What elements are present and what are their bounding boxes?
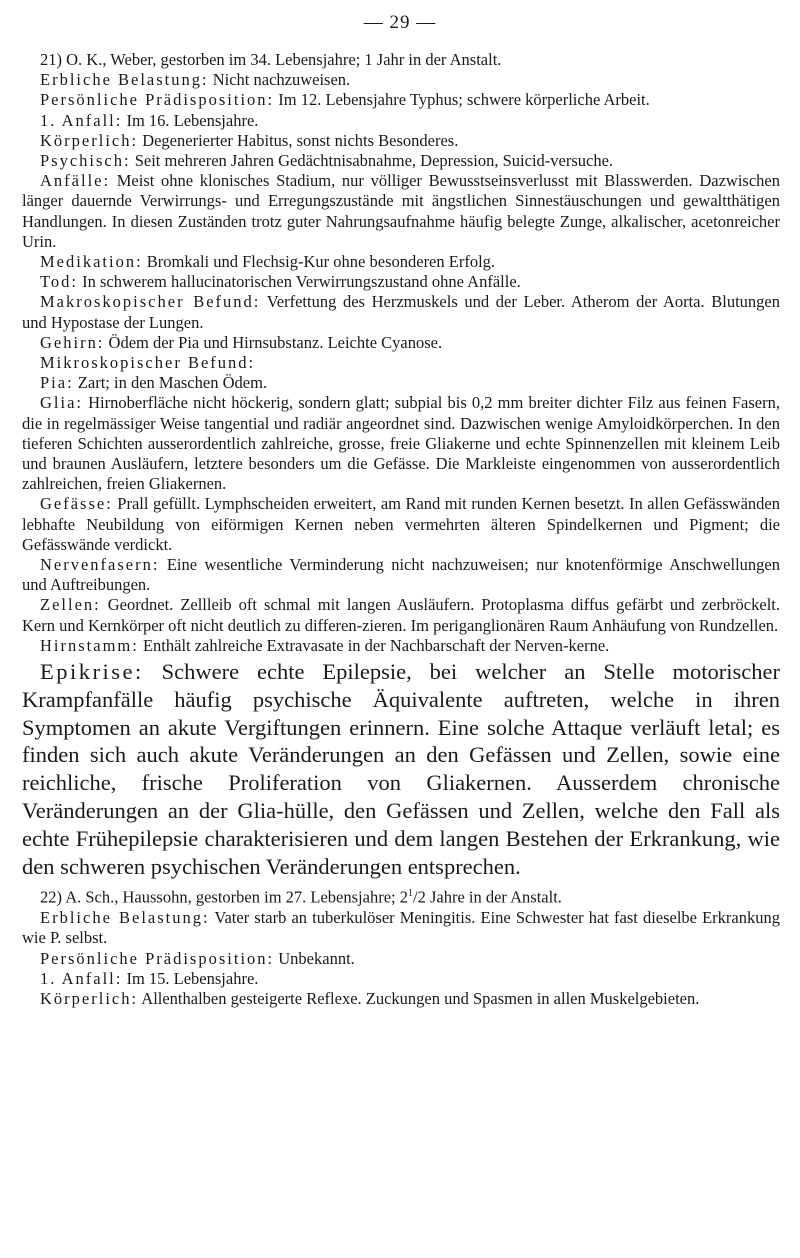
section-label: Glia: — [40, 393, 83, 413]
case-21-medikation — [22, 252, 780, 272]
case-21-koerperlich — [22, 131, 780, 151]
section-label: Persönliche Prädisposition: — [40, 948, 275, 968]
case-21-tod — [22, 272, 780, 292]
case-22-persoenliche-praedisposition — [22, 949, 780, 969]
case-21-gehirn — [22, 333, 780, 353]
section-label: Tod: — [40, 272, 79, 292]
header-text-end: Jahre in der Anstalt. — [425, 887, 562, 907]
page-number: — 29 — — [363, 12, 437, 33]
section-text: Im 15. Lebensjahre. — [122, 968, 259, 988]
section-text: Ödem der Pia und Hirnsubstanz. Leichte Cyanose. — [104, 332, 443, 352]
epikrise-text: Schwere echte Epilepsie, bei welcher an Stelle motorischer Krampfanfälle häufig psychische Äquivalente auftreten, welche in ihren Symptomen an akute Vergiftungen erinnern. Eine solche Attaque verläuft letal; es finden sich auch akute Veränderungen an den Gefässen und Zellen, sowie eine reichliche, frische Proliferation von Gliakernen. Ausserdem chronische Veränderungen an der Glia-hülle, den Gefässen und Zellen, welche den Fall als echte Frühepilepsie charakterisieren und dem langen Bestehen der Erkrankung, wie den schweren psychischen Veränderungen entsprechen. — [22, 659, 780, 879]
section-label: Gehirn: — [40, 332, 105, 352]
section-text: Meist ohne klonisches Stadium, nur völliger Bewusstseinsverlusst mit Blasswerden. Dazwischen länger dauernde Verwirrungs- und Erregungszustände mit ängstlichen Sinnestäuschungen und gewaltthätigen Handlungen. In diesen Zuständen trotz guter Nahrungsaufnahme häufig belegte Zunge, alkalischer, acetonreicher Urin. — [22, 171, 780, 251]
section-text: Zart; in den Maschen Ödem. — [73, 373, 268, 393]
section-text: Unbekannt. — [274, 948, 355, 968]
case-21-glia — [22, 393, 780, 494]
section-text: Eine wesentliche Verminderung nicht nachzuweisen; nur knotenförmige Anschwellungen und Auftreibungen. — [22, 555, 780, 595]
section-text: Degenerierter Habitus, sonst nichts Besonderes. — [138, 130, 459, 150]
section-label: Persönliche Prädisposition: — [40, 90, 275, 110]
section-label: Körperlich: — [40, 130, 139, 150]
section-text: Geordnet. Zellleib oft schmal mit langen Ausläufern. Protoplasma diffus gefärbt und zerbröckelt. Kern und Kernkörper oft nicht deutlich zu differen-zieren. Im periganglionären Raum Anhäufung von Rundzellen. — [22, 595, 780, 635]
case-21-persoenliche-praedisposition — [22, 90, 780, 110]
section-text: Prall gefüllt. Lymphscheiden erweitert, am Rand mit runden Kernen besetzt. In allen Gefässwänden lebhafte Neubildung von eiförmigen Kernen neben vermehrten älteren Spindelkernen und Pigment; die Gefässwände verdickt. — [22, 494, 780, 554]
case-21-header: 21) O. K., Weber, gestorben im 34. Lebensjahre; 1 Jahr in der Anstalt. — [40, 50, 502, 69]
section-text: Bromkali und Flechsig-Kur ohne besonderen Erfolg. — [142, 252, 496, 272]
section-label: Erbliche Belastung: — [40, 70, 209, 90]
section-label: Zellen: — [40, 595, 101, 615]
section-label: Mikroskopischer Befund: — [40, 353, 256, 373]
case-21-anfaelle — [22, 171, 780, 252]
section-label: Medikation: — [40, 252, 143, 272]
section-text: Im 12. Lebensjahre Typhus; schwere körperliche Arbeit. — [274, 90, 650, 110]
section-label: Psychisch: — [40, 151, 131, 171]
case-21-zellen — [22, 595, 780, 635]
header-text: 22) A. Sch., Haussohn, gestorben im 27. Lebensjahre; 2 — [40, 887, 408, 907]
case-22-erster-anfall — [22, 969, 780, 989]
case-22-header — [22, 884, 780, 908]
section-text: Nicht nachzuweisen. — [208, 70, 351, 90]
section-text: Allenthalben gesteigerte Reflexe. Zuckungen und Spasmen in allen Muskelgebieten. — [138, 988, 700, 1008]
section-text: Im 16. Lebensjahre. — [122, 110, 259, 130]
section-text: Vater starb an tuberkulöser Meningitis. Eine Schwester hat fast dieselbe Erkrankung wie P. selbst. — [22, 908, 780, 948]
case-21-epikrise — [22, 658, 780, 880]
case-22-koerperlich — [22, 989, 780, 1009]
case-21-makroskopischer-befund — [22, 292, 780, 332]
section-label: Körperlich: — [40, 988, 139, 1008]
section-label: 1. Anfall: — [40, 968, 123, 988]
section-label: Pia: — [40, 373, 74, 393]
case-22-erbliche-belastung — [22, 908, 780, 948]
section-label: Makroskopischer Befund: — [40, 292, 261, 312]
fraction-denominator: /2 — [412, 887, 426, 907]
case-21-erster-anfall — [22, 111, 780, 131]
section-label: Gefässe: — [40, 494, 113, 514]
section-text: Enthält zahlreiche Extravasate in der Nachbarschaft der Nerven-kerne. — [138, 635, 610, 655]
section-label: Nervenfasern: — [40, 555, 160, 575]
case-21-mikroskopischer-befund — [22, 353, 780, 373]
case-21-gefaesse — [22, 494, 780, 555]
case-21-hirnstamm — [22, 636, 780, 656]
case-21-pia — [22, 373, 780, 393]
section-label: 1. Anfall: — [40, 110, 123, 130]
section-text: Verfettung des Herzmuskels und der Leber. Atherom der Aorta. Blutungen und Hypostase der Lungen. — [22, 292, 781, 332]
case-21-nervenfasern — [22, 555, 780, 595]
section-label: Hirnstamm: — [40, 635, 139, 655]
case-21-psychisch — [22, 151, 780, 171]
document-body — [22, 50, 780, 1009]
section-text: In schwerem hallucinatorischen Verwirrungszustand ohne Anfälle. — [78, 272, 521, 292]
section-label: Anfälle: — [40, 171, 111, 191]
section-label: Erbliche Belastung: — [40, 908, 210, 928]
section-text: Hirnoberfläche nicht höckerig, sondern glatt; subpial bis 0,2 mm breiter dichter Filz aus feinen Fasern, die in regelmässiger Weise tangential und radiär angeordnet sind. Dazwischen wenige Amyloidkörperchen. In den tieferen Schichten ausserordentlich zahlreiche, grosse, freie Gliakerne und echte Spinnenzellen mit kleinem Leib und braunen Ausläufern, letztere besonders um die Gefässe. Die Markleiste eingenommen von ausserordentlich zahlreichen, freien Gliakernen. — [22, 393, 780, 494]
epikrise-label: Epikrise: — [40, 659, 144, 685]
fraction-numerator: 1 — [407, 888, 413, 900]
case-21-erbliche-belastung — [22, 70, 780, 90]
section-text: Seit mehreren Jahren Gedächtnisabnahme, Depression, Suicid-versuche. — [130, 151, 614, 171]
